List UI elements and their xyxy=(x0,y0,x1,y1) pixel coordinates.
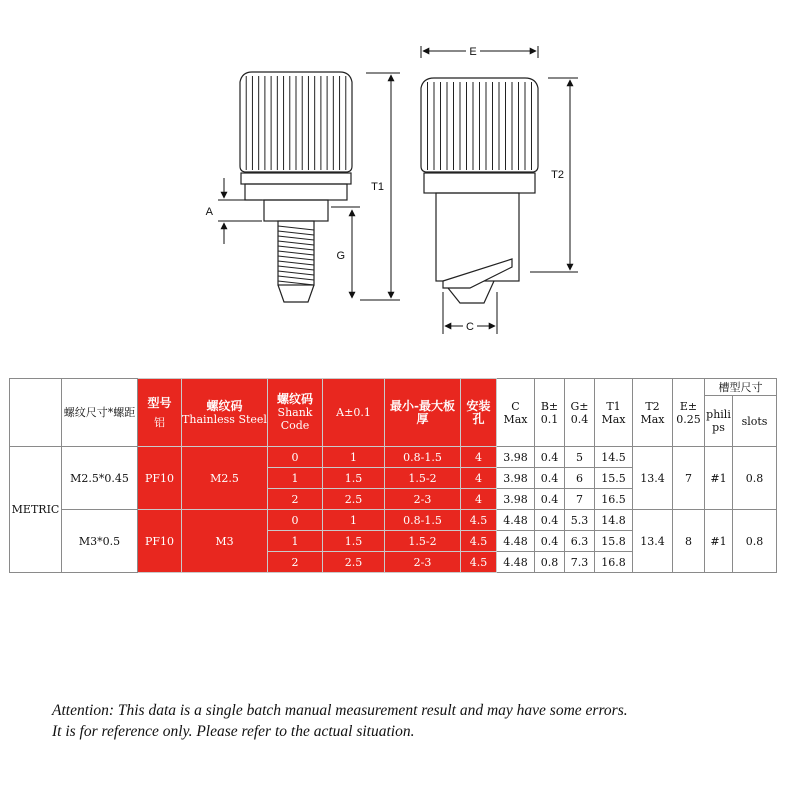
a-header: A±0.1 xyxy=(323,379,385,447)
attention-line-1: Attention: This data is a single batch manual measurement result and may have some errors. xyxy=(52,702,628,719)
mounting-hole-cell: 4.5 xyxy=(461,531,497,552)
thread-code-cell: M2.5 xyxy=(182,447,268,510)
plate-thickness-cell: 2-3 xyxy=(385,552,461,573)
e-cell: 7 xyxy=(673,447,705,510)
c-cell: 3.98 xyxy=(497,489,535,510)
g-cell: 5 xyxy=(565,447,595,468)
e-header: E± 0.25 xyxy=(673,379,705,447)
metric-cell: METRIC xyxy=(10,447,62,573)
thread-code-cell: M3 xyxy=(182,510,268,573)
plate-thickness-header: 最小-最大板厚 xyxy=(385,379,461,447)
t1-cell: 16.5 xyxy=(595,489,633,510)
b-cell: 0.8 xyxy=(535,552,565,573)
t1-header: T1 Max xyxy=(595,379,633,447)
b-header: B± 0.1 xyxy=(535,379,565,447)
table-row xyxy=(10,447,777,468)
a-cell: 1.5 xyxy=(323,531,385,552)
e-cell: 8 xyxy=(673,510,705,573)
phillips-header: philips xyxy=(705,396,733,447)
t2-cell: 13.4 xyxy=(633,510,673,573)
model-cell: PF10 xyxy=(138,447,182,510)
mounting-hole-cell: 4.5 xyxy=(461,510,497,531)
plate-thickness-cell: 2-3 xyxy=(385,489,461,510)
mounting-hole-cell: 4.5 xyxy=(461,552,497,573)
plate-thickness-cell: 0.8-1.5 xyxy=(385,510,461,531)
mounting-hole-header: 安装孔 xyxy=(461,379,497,447)
slots-header: slots xyxy=(733,396,777,447)
mounting-hole-cell: 4 xyxy=(461,489,497,510)
g-cell: 6.3 xyxy=(565,531,595,552)
shank-code-cell: 0 xyxy=(268,447,323,468)
left-screw-view xyxy=(240,72,352,302)
a-cell: 1 xyxy=(323,447,385,468)
dimension-lines xyxy=(218,46,578,334)
dim-label-e: E xyxy=(469,46,477,58)
t1-cell: 15.8 xyxy=(595,531,633,552)
g-header: G± 0.4 xyxy=(565,379,595,447)
plate-thickness-cell: 1.5-2 xyxy=(385,531,461,552)
dim-label-t2: T2 xyxy=(551,169,564,181)
c-header: C Max xyxy=(497,379,535,447)
t2-cell: 13.4 xyxy=(633,447,673,510)
plate-thickness-cell: 0.8-1.5 xyxy=(385,447,461,468)
shank-code-cell: 0 xyxy=(268,510,323,531)
c-cell: 3.98 xyxy=(497,468,535,489)
g-cell: 7 xyxy=(565,489,595,510)
screw-technical-drawing xyxy=(0,0,800,370)
g-cell: 6 xyxy=(565,468,595,489)
c-cell: 4.48 xyxy=(497,531,535,552)
shank-code-cell: 2 xyxy=(268,489,323,510)
b-cell: 0.4 xyxy=(535,531,565,552)
g-cell: 5.3 xyxy=(565,510,595,531)
c-cell: 3.98 xyxy=(497,447,535,468)
model-header: 型号 铝 xyxy=(138,379,182,447)
slots-cell: 0.8 xyxy=(733,447,777,510)
slot-dimensions-header: 槽型尺寸 xyxy=(705,379,777,396)
b-cell: 0.4 xyxy=(535,447,565,468)
attention-note xyxy=(52,700,792,742)
thread-size-header: 螺纹尺寸*螺距 xyxy=(62,379,138,447)
c-cell: 4.48 xyxy=(497,510,535,531)
model-cell: PF10 xyxy=(138,510,182,573)
shank-code-cell: 1 xyxy=(268,531,323,552)
mounting-hole-cell: 4 xyxy=(461,468,497,489)
t1-cell: 16.8 xyxy=(595,552,633,573)
plate-thickness-cell: 1.5-2 xyxy=(385,468,461,489)
dim-label-g: G xyxy=(336,250,345,262)
attention-line-2: It is for reference only. Please refer to the actual situation. xyxy=(52,723,415,740)
a-cell: 2.5 xyxy=(323,552,385,573)
shank-code-cell: 2 xyxy=(268,552,323,573)
phillips-cell: #1 xyxy=(705,447,733,510)
thread-code-header: 螺纹码 Thainless Steel xyxy=(182,379,268,447)
b-cell: 0.4 xyxy=(535,468,565,489)
metric-label-cell xyxy=(10,379,62,447)
b-cell: 0.4 xyxy=(535,489,565,510)
t2-header: T2 Max xyxy=(633,379,673,447)
t1-cell: 14.5 xyxy=(595,447,633,468)
c-cell: 4.48 xyxy=(497,552,535,573)
phillips-cell: #1 xyxy=(705,510,733,573)
shank-code-cell: 1 xyxy=(268,468,323,489)
a-cell: 2.5 xyxy=(323,489,385,510)
a-cell: 1.5 xyxy=(323,468,385,489)
t1-cell: 14.8 xyxy=(595,510,633,531)
t1-cell: 15.5 xyxy=(595,468,633,489)
a-cell: 1 xyxy=(323,510,385,531)
right-screw-view xyxy=(421,78,538,303)
b-cell: 0.4 xyxy=(535,510,565,531)
slots-cell: 0.8 xyxy=(733,510,777,573)
g-cell: 7.3 xyxy=(565,552,595,573)
dim-label-a: A xyxy=(205,206,213,218)
thread-size-cell: M2.5*0.45 xyxy=(62,447,138,510)
spec-table xyxy=(9,378,777,573)
dim-label-t1: T1 xyxy=(371,181,384,193)
dim-label-c: C xyxy=(466,321,474,333)
mounting-hole-cell: 4 xyxy=(461,447,497,468)
shank-code-header: 螺纹码 Shank Code xyxy=(268,379,323,447)
table-row xyxy=(10,510,777,531)
thread-size-cell: M3*0.5 xyxy=(62,510,138,573)
